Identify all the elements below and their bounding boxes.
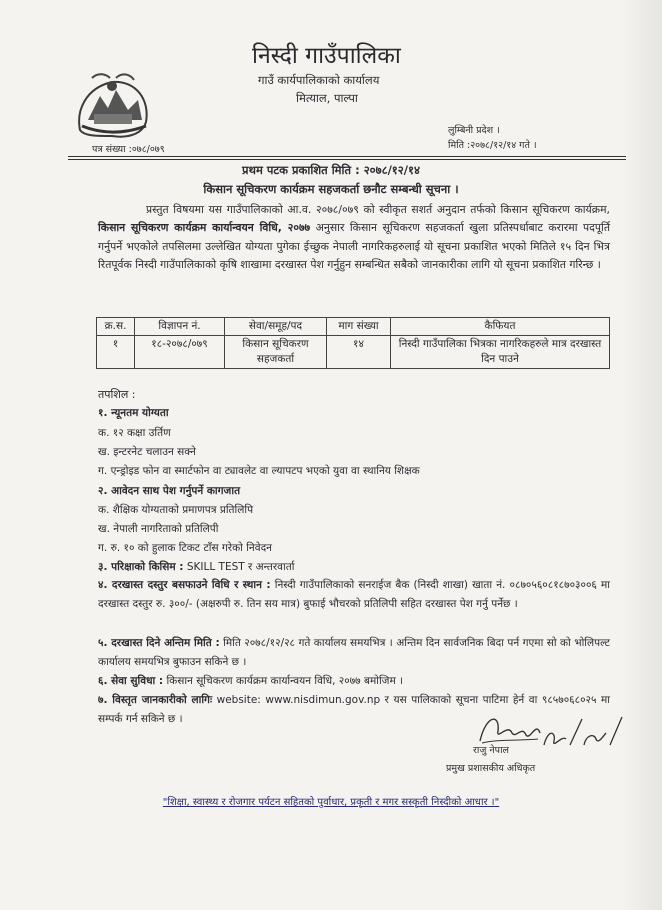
benefits-label: ६. सेवा सुविधा : xyxy=(98,675,164,687)
exam-type-label: ३. परिक्षाको किसिम : xyxy=(98,561,184,573)
office-location: मित्याल, पाल्पा xyxy=(296,91,358,105)
table-header-cell: सेवा/समूह/पद xyxy=(225,318,327,336)
deadline-label: ५. दरखास्त दिने अन्तिम मिति : xyxy=(98,637,220,649)
notice-body-bold: किसान सूचिकरण कार्यक्रम कार्यान्वयन विधि, २०७७ xyxy=(98,221,311,235)
more-info-text: website: www.nisdimun.gov.np र यस पालिकाको सूचना पाटिमा हेर्न वा ९८५७०६८०२५ मा सम्पर्क गर्न सकिने छ । xyxy=(98,694,610,725)
schedule-title: तपशिल : xyxy=(98,388,136,401)
document-item: ख. नेपाली नागरिताको प्रतिलिपी xyxy=(98,523,219,535)
document-item: क. शैक्षिक योग्यताको प्रमाणपत्र प्रतिलिपि xyxy=(98,504,254,516)
deadline-text: मिति २०७८/१२/२८ गते कार्यालय समयभित्र । अन्तिम दिन सार्वजनिक बिदा पर्न गएमा सो को भोलिपल्ट कार्यालय समयभित्र बुफाउन सकिने छ । xyxy=(98,637,610,668)
vacancy-table xyxy=(96,317,610,369)
section-exam-type xyxy=(98,560,294,574)
table-header-cell: माग संख्या xyxy=(327,318,391,336)
more-info-label: ७. विस्तृत जानकारीको लागिः xyxy=(98,694,213,706)
table-cell-remarks: निस्दी गाउँपालिका भित्रका नागरिकहरुले मात्र दरखास्त दिन पाउने xyxy=(391,336,610,369)
footer-slogan-text: "शिक्षा, स्वास्थ्य र रोजगार पर्यटन सहितको पुर्वाधार, प्रकृती र मगर सस्कृती निस्दीको आधार ।" xyxy=(162,797,500,808)
letter-reference-number: पत्र संख्या :०७८/०७९ xyxy=(92,144,165,155)
section-documents: २. आवेदन साथ पेश गर्नुपर्ने कागजात xyxy=(98,485,241,497)
benefits-text: किसान सूचिकरण कार्यक्रम कार्यान्वयन विधि, २०७७ बमोजिम । xyxy=(163,675,404,687)
table-row xyxy=(97,336,610,369)
table-cell-post: किसान सूचिकरण सहजकर्ता xyxy=(225,336,327,369)
section-deadline xyxy=(98,634,610,672)
table-header-cell: विज्ञापन नं. xyxy=(135,318,225,336)
notice-body-rest: अनुसार किसान सूचिकरण सहजकर्ता खुला प्रतिस्पर्धाबाट करारमा पदपूर्ति गर्नुपर्ने भएकोले तपसिलमा उल्लेखित योग्यता पुगेका ईच्छुक नेपाली नागरिकहरुलाई यो सूचना प्रकाशित भएको मितिले १५ दिन भित्र रितपूर्वक निस्दी गाउँपालिकाको कृषि शाखामा दरखास्त पेश गर्नुहुन सम्बन्धित सबैको जानकारीका लागि यो सूचना प्रकाशित गरिन्छ । xyxy=(98,221,610,272)
section-min-qualification: १. न्यूनतम योग्यता xyxy=(98,407,169,419)
header-divider xyxy=(68,156,626,157)
province-name: लुम्बिनी प्रदेश । xyxy=(448,125,500,136)
signer-name: राजु नेपाल xyxy=(473,745,509,756)
table-cell-ad-number: १८-२०७८/०७९ xyxy=(135,336,225,369)
table-cell-serial: १ xyxy=(97,336,135,369)
table-header-cell: क्र.स. xyxy=(97,318,135,336)
table-header-row xyxy=(97,318,610,336)
fee-text: निस्दी गाउँपालिकाको सनराईज बैक (निस्दी शाखा) खाता नं. ०८७०५६०८१८७०३००६ मा दरखास्त दस्तुर रु. ३००/- (अक्षरुपी रु. तिन सय मात्र) बुफाई भौचरको प्रतिलिपी सहित दरखास्त पेश गर्नु पर्नेछ । xyxy=(98,579,611,610)
publication-date: प्रथम पटक प्रकाशित मिति : २०७८/१२/१४ xyxy=(242,163,420,177)
section-application-fee xyxy=(98,576,610,614)
section-benefits xyxy=(98,672,610,691)
fee-label: ४. दरखास्त दस्तुर बसफाउने विधि र स्थान : xyxy=(98,579,271,591)
table-header-cell: कैफियत xyxy=(391,318,610,336)
qualification-item: ग. एन्ड्रोइड फोन वा स्मार्टफोन वा ट्यावलेट वा ल्यापटप भएको युवा वा स्थानिय शिक्षक xyxy=(98,465,420,477)
exam-type-value: SKILL TEST र अन्तरवार्ता xyxy=(183,561,295,573)
header-divider-second xyxy=(68,159,626,160)
office-name: गाउँ कार्यपालिकाको कार्यालय xyxy=(258,73,380,87)
notice-subject: किसान सूचिकरण कार्यक्रम सहजकर्ता छनौट सम्बन्धी सूचना । xyxy=(203,182,459,196)
table-cell-count: १४ xyxy=(327,336,391,369)
document-item: ग. रु. १० को हुलाक टिकट टाँस गरेको निवेदन xyxy=(98,542,273,554)
scan-shadow xyxy=(622,0,662,910)
qualification-item: क. १२ कक्षा उर्तिण xyxy=(98,427,171,439)
letter-date: मिति :२०७८/१२/१४ गते । xyxy=(448,140,537,151)
notice-body xyxy=(98,201,610,275)
municipality-title: निस्दी गाउँपालिका xyxy=(252,43,401,69)
notice-body-intro: प्रस्तुत विषयमा यस गाउँपालिकाको आ.व. २०७८/०७९ को स्वीकृत सशर्त अनुदान तर्फको किसान सूचिकरण कार्यक्रम, xyxy=(146,203,610,216)
qualification-item: ख. इन्टरनेट चलाउन सक्ने xyxy=(98,446,196,458)
footer-slogan xyxy=(0,794,662,808)
signer-designation: प्रमुख प्रशासकीय अधिकृत xyxy=(446,763,536,774)
nepal-emblem-logo xyxy=(72,70,154,140)
